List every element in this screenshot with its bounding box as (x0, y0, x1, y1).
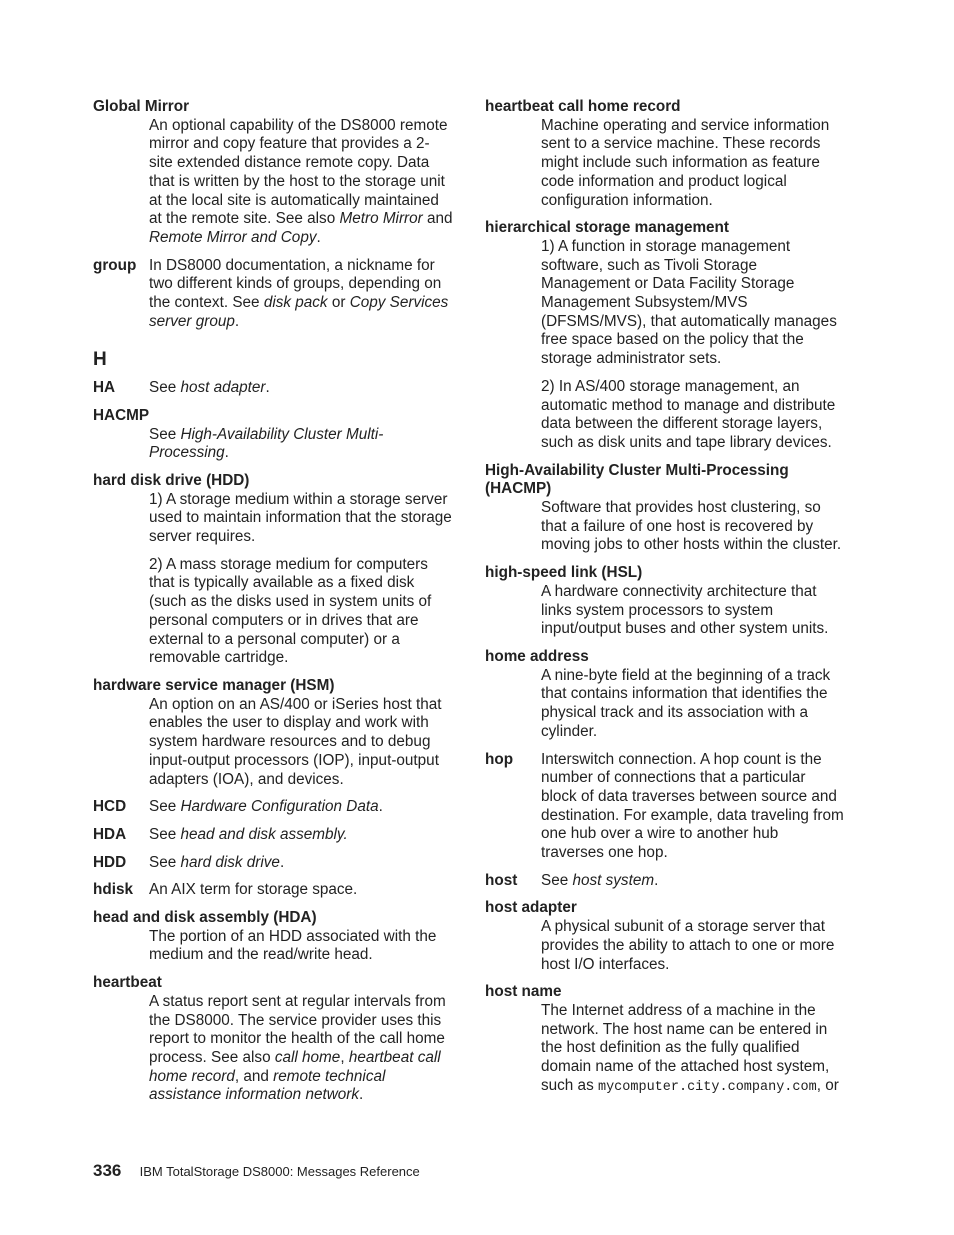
glossary-entry-hop (485, 751, 845, 863)
definition: See High-Availability Cluster Multi-Processing. (149, 425, 384, 462)
glossary-entry-home-address (485, 648, 845, 742)
term: hdisk (93, 881, 133, 899)
section-heading: H (93, 349, 107, 371)
glossary-entry-ha (93, 379, 453, 398)
term: HA (93, 379, 116, 397)
glossary-entry-hcd (93, 798, 453, 817)
definition: Machine operating and service information sent to a service machine. These records might include such information as feature code information and product logical configuration information. (541, 116, 830, 209)
glossary-entry-hard-disk-drive (93, 472, 453, 668)
glossary-entry-hacmp (93, 407, 453, 463)
term: heartbeat call home record (485, 98, 681, 115)
definition: See head and disk assembly. (149, 825, 348, 843)
definition: A status report sent at regular intervals from the DS8000. The service provider uses this report to monitor the health of the call home process. See also call home, heartbeat call home record, and remote technical assistance information network. (149, 992, 446, 1104)
page-footer (93, 1162, 420, 1182)
definition: An optional capability of the DS8000 remote mirror and copy feature that provides a 2-site extended distance remote copy. Data that is written by the host to the storage unit at the local site is automatically maintained at the remote site. See also Metro Mirror and Remote Mirror and Copy. (149, 116, 453, 246)
glossary-entry-high-speed-link (485, 564, 845, 639)
definition: See hard disk drive. (149, 853, 285, 871)
term: HCD (93, 798, 127, 816)
term: High-Availability Cluster Multi-Processing (HACMP) (485, 461, 789, 498)
definition: A physical subunit of a storage server that provides the ability to attach to one or more host I/O interfaces. (541, 918, 835, 973)
term: hop (485, 750, 514, 768)
glossary-entry-head-and-disk-assembly (93, 909, 453, 965)
glossary-entry-heartbeat (93, 974, 453, 1105)
definition: Software that provides host clustering, so that a failure of one host is recovered by moving jobs to other hosts within the cluster. (541, 499, 842, 554)
term: high-speed link (HSL) (485, 564, 643, 582)
glossary-entry-host-adapter (485, 899, 845, 974)
glossary-entry-hierarchical-storage-management (485, 219, 845, 452)
code-sample: mycomputer.city.company.com (597, 1079, 817, 1095)
glossary-entry-heartbeat-call-home-record (485, 98, 845, 210)
footer-title: IBM TotalStorage DS8000: Messages Reference (139, 1164, 420, 1179)
term: hardware service manager (HSM) (93, 676, 335, 694)
page-number: 336 (93, 1161, 122, 1180)
definition: An AIX term for storage space. (149, 881, 358, 899)
definition: A nine-byte field at the beginning of a track that contains information that identifies the physical track and its association with a cylinder. (541, 666, 831, 740)
glossary-entry-hardware-service-manager (93, 677, 453, 789)
glossary-entry-global-mirror (93, 98, 453, 248)
term: hierarchical storage management (485, 219, 729, 237)
glossary-entry-group (93, 257, 453, 332)
definition: Interswitch connection. A hop count is the number of connections that a particular block of data traverses between source and destination. For example, data traveling from one hub over a wire to another hub traverses one hop. (541, 750, 844, 862)
term: host adapter (485, 899, 577, 917)
definition: See Hardware Configuration Data. (149, 798, 383, 816)
term: host name (485, 983, 562, 1001)
term: host (485, 871, 518, 889)
definition: In DS8000 documentation, a nickname for two different kinds of groups, depending on the context. See disk pack or Copy Services server group. (149, 256, 449, 330)
term: HACMP (93, 406, 150, 424)
glossary-entry-hdd (93, 854, 453, 873)
glossary-entry-hdisk (93, 881, 453, 900)
definition: An option on an AS/400 or iSeries host that enables the user to display and work with system hardware resources and to debug input-output processors (IOP), input-output adapters (IOA), and devices. (149, 695, 442, 788)
glossary-entry-hacmp-full (485, 462, 845, 556)
definition: The portion of an HDD associated with the medium and the read/write head. (149, 927, 437, 964)
definition: 1) A function in storage management software, such as Tivoli Storage Management or Data Facility Storage Management Subsystem/MVS (DFSMS/MVS), that automatically manages free space based on the policy that the storage administrator sets. 2) In AS/400 storage management, an automatic method to manage and distribute data between the different storage layers, such as disk units and tape library devices. (541, 237, 837, 451)
term: heartbeat (93, 974, 162, 992)
term: hard disk drive (HDD) (93, 471, 250, 489)
term: Global Mirror (93, 98, 190, 115)
term: home address (485, 647, 589, 665)
glossary-entry-hda (93, 826, 453, 845)
definition: The Internet address of a machine in the network. The host name can be entered in the host definition as the fully qualified domain name of the attached host system, such as mycomputer.city.company.com, or (541, 1001, 839, 1095)
term: HDD (93, 853, 127, 871)
term: HDA (93, 825, 127, 843)
glossary-entry-host-name (485, 983, 845, 1097)
right-column (485, 98, 845, 1106)
term: group (93, 256, 137, 274)
definition: 1) A storage medium within a storage server used to maintain information that the storage server requires. 2) A mass storage medium for computers that is typically available as a fixed disk (such as the disks used in system units of personal computers or in drives that are external to a personal computer) or a removable cartridge. (149, 490, 452, 667)
glossary-entry-host (485, 872, 845, 891)
definition: See host system. (541, 871, 659, 889)
term: head and disk assembly (HDA) (93, 909, 317, 927)
definition: A hardware connectivity architecture that links system processors to system input/output buses and other system units. (541, 582, 829, 638)
definition: See host adapter. (149, 379, 270, 397)
left-column (93, 98, 453, 1114)
